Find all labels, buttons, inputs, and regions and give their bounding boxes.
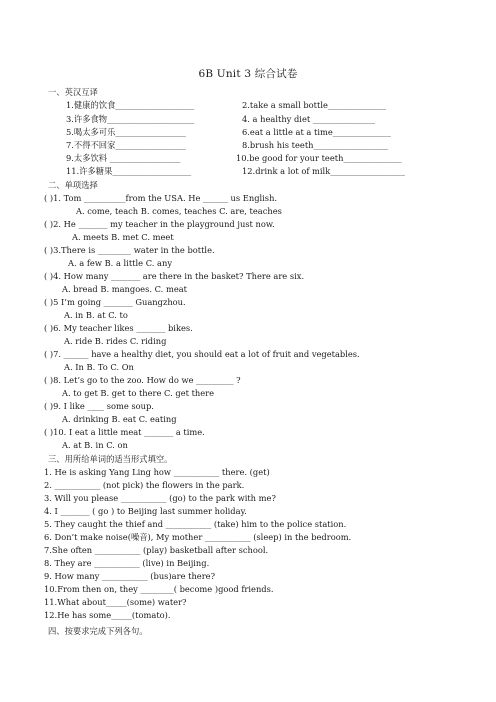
section2-heading: 二、单项选择 <box>48 180 98 190</box>
fill-5: 5. They caught the thief and ___________ (take) him to the police station. <box>44 519 347 529</box>
fill-1: 1. He is asking Yang Ling how ___________ there. (get) <box>44 467 270 477</box>
section1-heading: 一、英汉互译 <box>48 87 98 97</box>
q7-options: A. In B. To C. On <box>64 362 134 372</box>
s1-row4-right: 8.brush his teeth__________________ <box>242 140 389 150</box>
page-title: 6B Unit 3 综合试卷 <box>198 68 298 80</box>
fill-12: 12.He has some_____(tomato). <box>44 610 171 620</box>
q10-options: A. at B. in C. on <box>62 440 128 450</box>
s1-row2-left: 3.许多食物_____________________ <box>66 114 195 124</box>
q3: ( )3.There is ________ water in the bottle. <box>44 245 215 255</box>
s1-row4-left: 7.不得不回家_________________ <box>66 140 186 150</box>
fill-3: 3. Will you please ___________ (go) to the park with me? <box>44 493 276 503</box>
q6-options: A. ride B. rides C. riding <box>64 336 167 346</box>
q1: ( )1. Tom __________from the USA. He ______ us English. <box>44 193 278 203</box>
fill-8: 8. They are ___________ (live) in Beijing. <box>44 558 210 568</box>
fill-7: 7.She often ___________ (play) basketball after school. <box>44 545 269 555</box>
q7: ( )7. ______ have a healthy diet, you should eat a lot of fruit and vegetables. <box>44 349 360 359</box>
s1-row5-left: 9.太多饮料 _________________ <box>66 153 181 163</box>
q10: ( )10. I eat a little meat _______ a time. <box>44 427 205 437</box>
fill-2: 2. ___________ (not pick) the flowers in the park. <box>44 480 245 490</box>
s1-row6-right: 12.drink a lot of milk__________________ <box>242 166 405 176</box>
section4-heading: 四、按要求完成下列各句。 <box>48 626 148 636</box>
fill-9: 9. How many ___________ (bus)are there? <box>44 571 216 581</box>
s1-row2-right: 4. a healthy diet _______________ <box>242 114 376 124</box>
s1-row3-left: 5.喝太多可乐_________________ <box>66 127 186 137</box>
s1-row1-left: 1.健康的饮食___________________ <box>66 100 195 110</box>
q1-options: A. come, teach B. comes, teaches C. are, teaches <box>76 206 282 216</box>
q5: ( )5 I’m going _______ Guangzhou. <box>44 297 186 307</box>
section3-heading: 三、用所给单词的适当形式填空。 <box>48 454 173 464</box>
q9-options: A. drinking B. eat C. eating <box>62 414 177 424</box>
fill-10: 10.From then on, they ________( become )good friends. <box>44 584 274 594</box>
s1-row6-left: 11.许多糖果___________________ <box>66 166 192 176</box>
q8-options: A. to get B. get to there C. get there <box>62 388 215 398</box>
q2: ( )2. He _______ my teacher in the playground just now. <box>44 219 275 229</box>
q9: ( )9. I like ____ some soup. <box>44 401 154 411</box>
q4-options: A. bread B. mangoes. C. meat <box>62 284 188 294</box>
s1-row1-right: 2.take a small bottle______________ <box>242 100 386 110</box>
fill-6: 6. Don’t make noise(噪音), My mother ___________ (sleep) in the bedroom. <box>44 532 352 542</box>
fill-4: 4. I _______ ( go ) to Beijing last summer holiday. <box>44 506 247 516</box>
s1-row3-right: 6.eat a little at a time______________ <box>242 127 391 137</box>
q4: ( )4. How many _______ are there in the basket? There are six. <box>44 271 305 281</box>
q8: ( )8. Let’s go to the zoo. How do we _________ ? <box>44 375 241 385</box>
fill-11: 11.What about_____(some) water? <box>44 597 187 607</box>
q5-options: A. in B. at C. to <box>64 310 128 320</box>
q3-options: A. a few B. a little C. any <box>68 258 173 268</box>
q2-options: A. meets B. met C. meet <box>72 232 174 242</box>
q6: ( )6. My teacher likes _______ bikes. <box>44 323 193 333</box>
s1-row5-right: 10.be good for your teeth______________ <box>236 153 402 163</box>
